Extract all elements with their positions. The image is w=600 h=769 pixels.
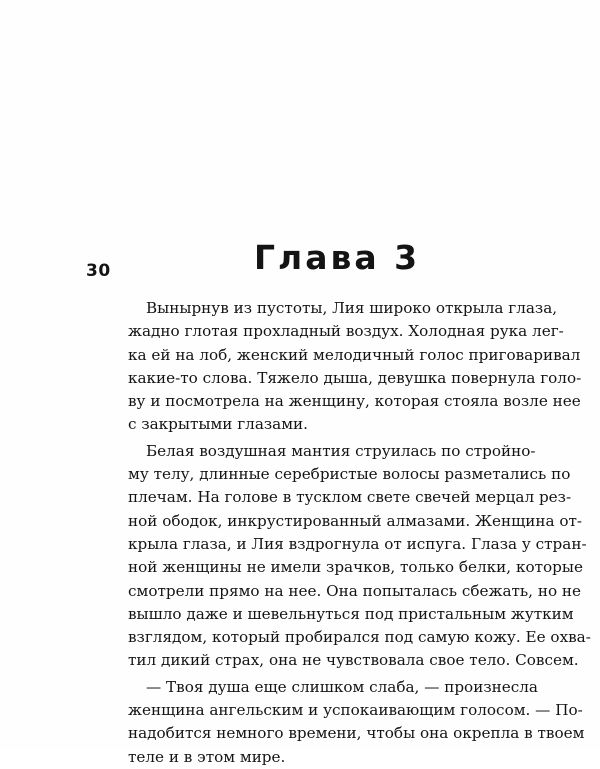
text-line: Вынырнув из пустоты, Лия широко открыла глаза, [146, 299, 558, 317]
text-line: смотрели прямо на нее. Она попыталась сбежать, но не [128, 581, 582, 600]
text-line: жадно глотая прохладный воздух. Холодная рука лег- [128, 322, 564, 341]
text-line: вышло даже и шевельнуться под пристальным жутким [128, 604, 574, 623]
text-line: теле и в этом мире. [128, 747, 286, 766]
text-line: тил дикий страх, она не чувствовала свое тело. Совсем. [128, 651, 579, 670]
text-line: женщина ангельским и успокаивающим голосом. — По- [128, 701, 583, 720]
paragraph-3 [128, 676, 585, 769]
chapter-title: Глава 3 [254, 238, 421, 277]
text-line: крыла глаза, и Лия вздрогнула от испуга. Глаза у стран- [128, 534, 587, 553]
paragraph-2 [128, 440, 591, 673]
text-line: — Твоя душа еще слишком слаба, — произнесла [146, 677, 538, 696]
text-line: Белая воздушная мантия струилась по стройно- [146, 441, 536, 460]
text-line: надобится немного времени, чтобы она окрепла в твоем [128, 724, 585, 743]
text-line: с закрытыми глазами. [128, 415, 308, 434]
body-text [128, 297, 591, 769]
text-line: какие-то слова. Тяжело дыша, девушка повернула голо- [128, 368, 582, 387]
page-number: 30 [86, 261, 111, 281]
text-line: взглядом, который пробирался под самую кожу. Ее охва- [128, 628, 591, 647]
text-line: ной женщины не имели зрачков, только белки, которые [128, 558, 583, 577]
text-line: му телу, длинные серебристые волосы разметались по [128, 465, 571, 484]
text-line: ка ей на лоб, женский мелодичный голос приговаривал [128, 345, 581, 364]
text-line: ву и посмотрела на женщину, которая стояла возле нее [128, 392, 581, 411]
text-line: плечам. На голове в тусклом свете свечей мерцал рез- [128, 488, 572, 507]
paragraph-1 [128, 297, 582, 437]
text-line: ной ободок, инкрустированный алмазами. Женщина от- [128, 511, 583, 530]
